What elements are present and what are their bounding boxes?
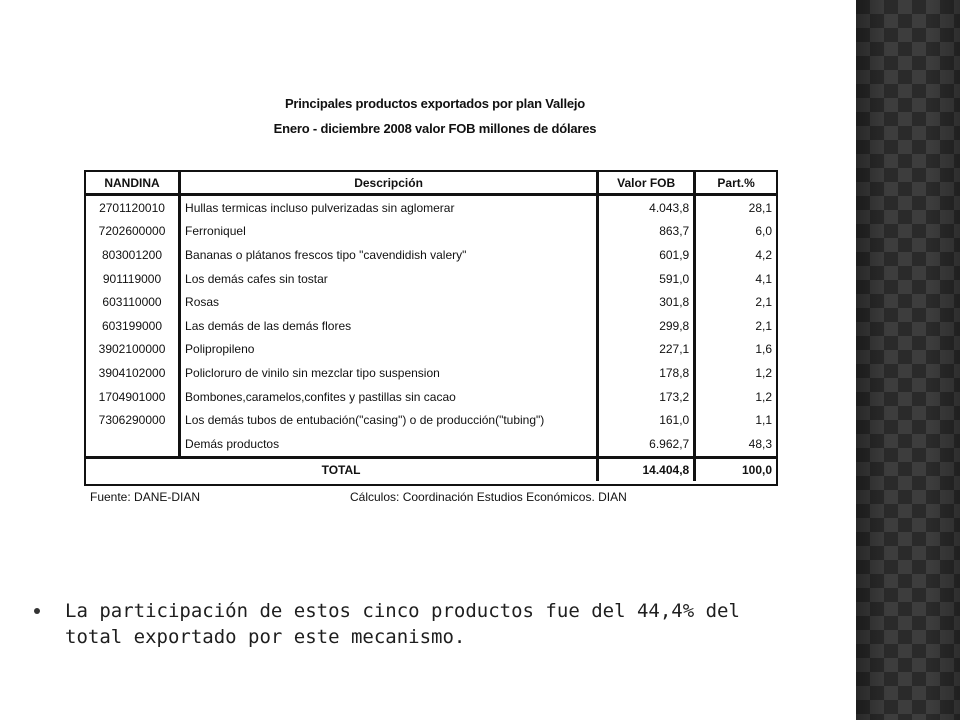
cell-description: Demás productos (180, 432, 598, 457)
cell-description: Policloruro de vinilo sin mezclar tipo suspension (180, 361, 598, 385)
cell-share: 28,1 (748, 200, 772, 215)
exports-table (86, 172, 776, 481)
cell-share: 2,1 (755, 295, 772, 310)
cell-share: 1,6 (755, 342, 772, 357)
cell-description: Los demás cafes sin tostar (180, 267, 598, 291)
header-nandina: NANDINA (86, 172, 180, 195)
table-row (86, 243, 776, 267)
cell-nandina: 2701120010 (86, 195, 180, 220)
cell-share: 2,1 (755, 318, 772, 333)
cell-value-fob: 227,1 (598, 338, 695, 362)
cell-description: Bombones,caramelos,confites y pastillas sin cacao (180, 385, 598, 409)
exports-table-frame (84, 170, 778, 486)
cell-nandina: 3902100000 (86, 338, 180, 362)
cell-description: Los demás tubos de entubación("casing") o de producción("tubing") (180, 408, 598, 432)
cell-nandina: 603110000 (86, 290, 180, 314)
cell-value-fob: 4.043,8 (598, 195, 695, 220)
cell-value-fob: 173,2 (598, 385, 695, 409)
cell-description: Rosas (180, 290, 598, 314)
total-value: 14.404,8 (598, 457, 695, 481)
header-value-fob: Valor FOB (598, 172, 695, 195)
table-header-row (86, 172, 776, 195)
cell-nandina (86, 432, 180, 457)
table-row (86, 385, 776, 409)
table-subtitle: Enero - diciembre 2008 valor FOB millones de dólares (273, 121, 597, 136)
cell-value-fob: 6.962,7 (598, 432, 695, 457)
total-row (86, 457, 776, 481)
cell-share: 1,1 (755, 413, 772, 428)
cell-value-fob: 601,9 (598, 243, 695, 267)
header-description: Descripción (180, 172, 598, 195)
table-row (86, 220, 776, 244)
cell-nandina: 901119000 (86, 267, 180, 291)
cell-share: 1,2 (755, 365, 772, 380)
table-title: Principales productos exportados por plan Vallejo (284, 96, 586, 111)
decorative-side-panel (856, 0, 960, 720)
cell-share: 1,2 (755, 389, 772, 404)
cell-share: 6,0 (755, 224, 772, 239)
cell-share: 4,1 (755, 271, 772, 286)
cell-description: Bananas o plátanos frescos tipo "cavendidish valery" (180, 243, 598, 267)
cell-value-fob: 591,0 (598, 267, 695, 291)
table-row (86, 408, 776, 432)
table-row (86, 314, 776, 338)
cell-value-fob: 863,7 (598, 220, 695, 244)
cell-share: 4,2 (755, 247, 772, 262)
table-row (86, 195, 776, 220)
table-row (86, 267, 776, 291)
cell-share: 48,3 (748, 436, 772, 451)
cell-description: Las demás de las demás flores (180, 314, 598, 338)
table-row (86, 432, 776, 457)
cell-nandina: 3904102000 (86, 361, 180, 385)
bullet-text: La participación de estos cinco productos fue del 44,4% del total exportado por este mecanismo. (65, 600, 740, 648)
table-row (86, 338, 776, 362)
total-share: 100,0 (695, 457, 776, 481)
total-label: TOTAL (86, 457, 598, 481)
cell-nandina: 7306290000 (86, 408, 180, 432)
cell-nandina: 1704901000 (86, 385, 180, 409)
cell-nandina: 803001200 (86, 243, 180, 267)
table-row (86, 361, 776, 385)
cell-value-fob: 161,0 (598, 408, 695, 432)
table-source: Fuente: DANE-DIAN (90, 490, 201, 504)
header-share: Part.% (695, 172, 776, 195)
cell-value-fob: 178,8 (598, 361, 695, 385)
cell-value-fob: 301,8 (598, 290, 695, 314)
bullet-dot-icon (34, 608, 40, 614)
cell-nandina: 603199000 (86, 314, 180, 338)
cell-description: Polipropileno (180, 338, 598, 362)
cell-description: Hullas termicas incluso pulverizadas sin aglomerar (180, 195, 598, 220)
cell-nandina: 7202600000 (86, 220, 180, 244)
table-calculations-note: Cálculos: Coordinación Estudios Económicos. DIAN (350, 490, 627, 504)
table-row (86, 290, 776, 314)
cell-description: Ferroniquel (180, 220, 598, 244)
cell-value-fob: 299,8 (598, 314, 695, 338)
